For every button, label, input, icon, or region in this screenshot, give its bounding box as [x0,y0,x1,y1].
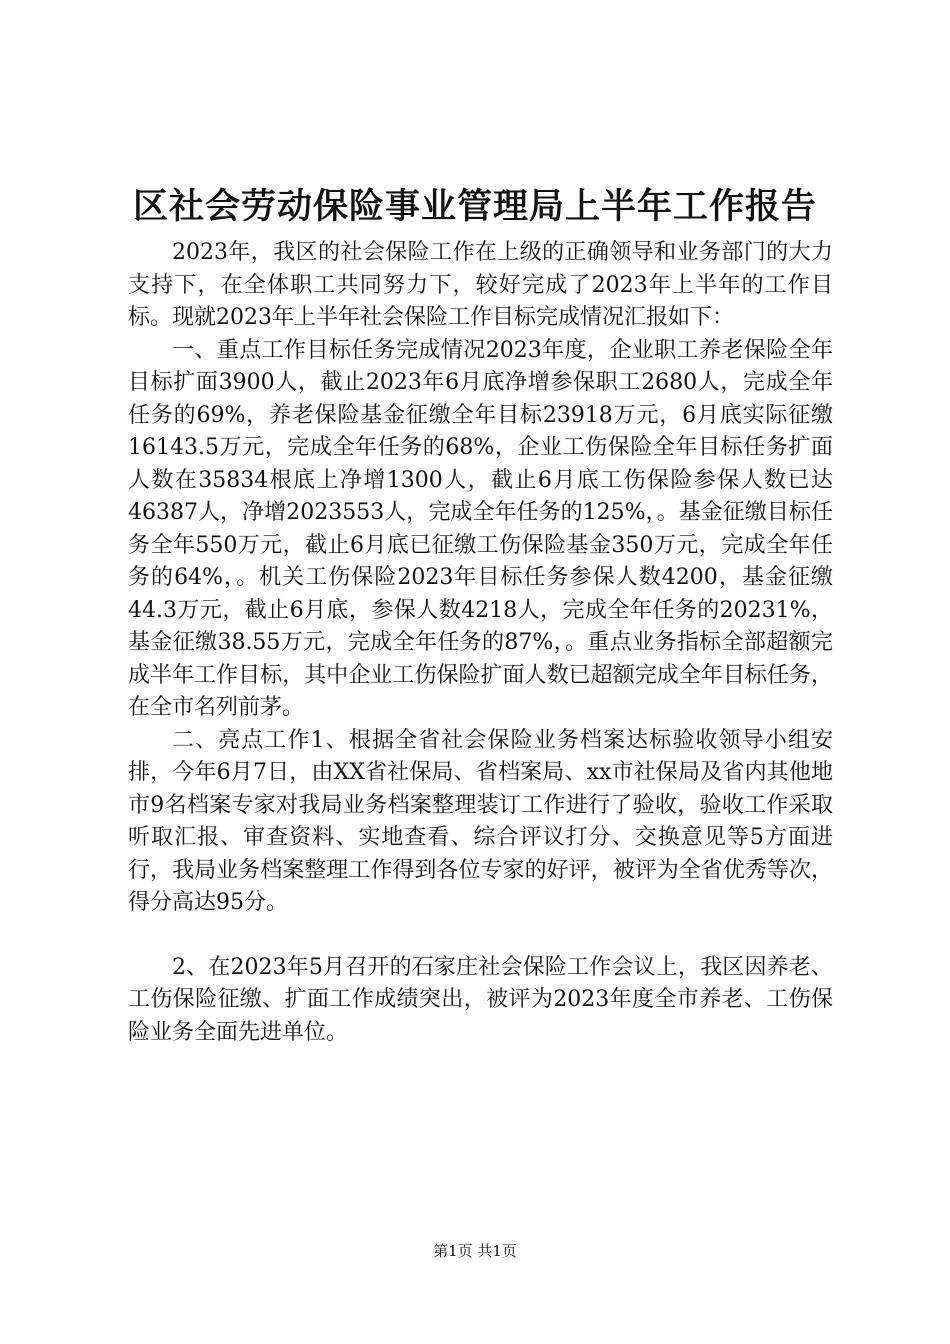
document-body [128,237,833,1049]
paragraph-key-targets: 一、重点工作目标任务完成情况2023年度，企业职工养老保险全年目标扩面3900人，截止2023年6月底净增参保职工2680人，完成全年任务的69%，养老保险基金征缴全年目标23918万元，6月底实际征缴16143.5万元，完成全年任务的68%，企业工伤保险全年目标任务扩面人数在35834根底上净增1300人，截止6月底工伤保险参保人数已达46387人，净增2023553人，完成全年任务的125%，。基金征缴目标任务全年550万元，截止6月底已征缴工伤保险基金350万元，完成全年任务的64%，。机关工伤保险2023年目标任务参保人数4200，基金征缴44.3万元，截止6月底，参保人数4218人，完成全年任务的20231%，基金征缴38.55万元，完成全年任务的87%，。重点业务指标全部超额完成半年工作目标，其中企业工伤保险扩面人数已超额完成全年目标任务，在全市名列前茅。 [128,337,833,720]
paragraph-highlights: 二、亮点工作1、根据全省社会保险业务档案达标验收领导小组安排，今年6月7日，由XX省社保局、省档案局、xx市社保局及省内其他地市9名档案专家对我局业务档案整理装订工作进行了验收，验收工作采取听取汇报、审查资料、实地查看、综合评议打分、交换意见等5方面进行，我局业务档案整理工作得到各位专家的好评，被评为全省优秀等次，得分高达95分。 [128,727,833,915]
page-footer: 第1页 共1页 [433,1242,517,1260]
document-title: 区社会劳动保险事业管理局上半年工作报告 [132,186,817,227]
paragraph-intro: 2023年，我区的社会保险工作在上级的正确领导和业务部门的大力支持下，在全体职工共同努力下，较好完成了2023年上半年的工作目标。现就2023年上半年社会保险工作目标完成情况汇报如下： [128,240,833,330]
paragraph-award: 2、在2023年5月召开的石家庄社会保险工作会议上，我区因养老、工伤保险征缴、扩面工作成绩突出，被评为2023年度全市养老、工伤保险业务全面先进单位。 [128,954,833,1045]
